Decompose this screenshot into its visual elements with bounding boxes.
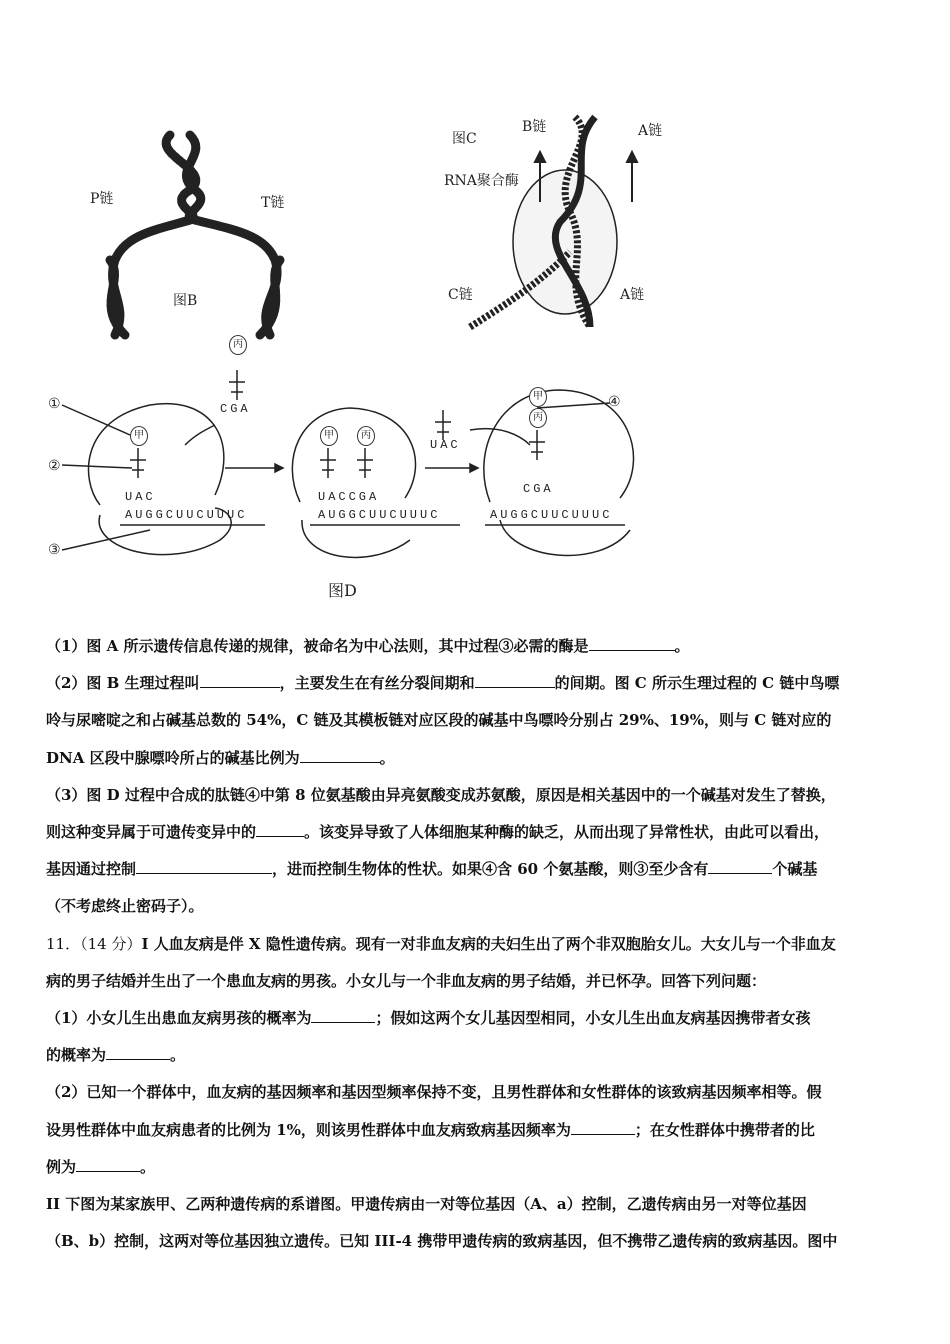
mrna-3: AUGGCUUCUUUC (490, 508, 613, 522)
q11-intro-line1: 11．（14 分）I 人血友病是伴 X 隐性遗传病。现有一对非血友病的夫妇生出了两个非双胞胎女儿。大女儿与一个非血友 (46, 934, 836, 953)
anticodons-2: UACCGA (318, 490, 380, 504)
q11-II-line2: （B、b）控制，这两对等位基因独立遗传。已知 III-4 携带甲遗传病的致病基因，但不携带乙遗传病的致病基因。图中 (46, 1232, 838, 1251)
trna-jia-3: 甲 (529, 387, 547, 407)
figure-c (440, 112, 680, 342)
figure-c-caption: 图C (452, 131, 477, 147)
q10-part3-line3: 基因通过控制 ，进而控制生物体的性状。如果④含 60 个氨基酸，则③至少含有 个碱基 (46, 851, 908, 888)
q11-part1-line2: 的概率为 。 (46, 1037, 908, 1074)
answer-blank[interactable] (136, 857, 272, 874)
trna-bing-2: 丙 (357, 426, 375, 446)
mrna-2: AUGGCUUCUUUC (318, 508, 441, 522)
q11-part2-line1: （2）已知一个群体中，血友病的基因频率和基因型频率保持不变，且男性群体和女性群体的该致病基因频率相等。假 (46, 1083, 822, 1102)
figure-d (40, 330, 660, 610)
answer-blank[interactable] (106, 1043, 170, 1060)
free-anticodon-cga: CGA (220, 402, 251, 416)
q11-part2-line3: 例为 。 (46, 1149, 908, 1186)
answer-blank[interactable] (571, 1118, 635, 1135)
translation-diagram (40, 330, 660, 610)
q10-part3-line4: （不考虑终止密码子）。 (46, 897, 204, 916)
b-chain-label: B链 (522, 119, 547, 135)
figure-b (90, 130, 295, 340)
q11-intro-line2: 病的男子结婚并生出了一个患血友病的男孩。小女儿与一个非血友病的男子结婚，并已怀孕。回答下列问题： (46, 971, 767, 990)
anticodon-cga-3: CGA (523, 482, 554, 496)
rna-polymerase-label: RNA聚合酶 (444, 173, 519, 189)
mrna-1: AUGGCUUCUUUC (125, 508, 248, 522)
answer-blank[interactable] (76, 1155, 140, 1172)
marker-1: ① (48, 396, 61, 412)
figure-b-caption: 图B (173, 293, 198, 309)
answer-blank[interactable] (300, 746, 380, 763)
c-chain-label: C链 (448, 287, 473, 303)
q11-II-line1: II 下图为某家族甲、乙两种遗传病的系谱图。甲遗传病由一对等位基因（A、a）控制，乙遗传病由另一对等位基因 (46, 1195, 807, 1214)
q10-part3-line2: 则这种变异属于可遗传变异中的 。该变异导致了人体细胞某种酶的缺乏，从而出现了异常性状，由此可以看出， (46, 814, 908, 851)
q11-part1-line1: （1）小女儿生出患血友病男孩的概率为 ；假如这两个女儿基因型相同，小女儿生出血友病基因携带者女孩 (46, 1000, 908, 1037)
trna-jia-1: 甲 (130, 426, 148, 446)
answer-blank[interactable] (311, 1006, 375, 1023)
q10-part2-line1: （2）图 B 生理过程叫 ，主要发生在有丝分裂间期和 的间期。图 C 所示生理过程的 C 链中鸟嘌 (46, 665, 908, 702)
marker-4: ④ (608, 394, 621, 410)
question-text (46, 628, 908, 1260)
answer-blank[interactable] (589, 634, 675, 651)
q10-part3-line1: （3）图 D 过程中合成的肽链④中第 8 位氨基酸由异亮氨酸变成苏氨酸，原因是相关基因中的一个碱基对发生了替换， (46, 785, 836, 804)
q10-part2-line3: DNA 区段中腺嘌呤所占的碱基比例为 。 (46, 740, 908, 777)
anticodon-uac-1: UAC (125, 490, 156, 504)
answer-blank[interactable] (708, 857, 772, 874)
trna-jia-2: 甲 (320, 426, 338, 446)
q11-part2-line2: 设男性群体中血友病患者的比例为 1%，则该男性群体中血友病致病基因频率为 ；在女性群体中携带者的比 (46, 1112, 908, 1149)
answer-blank[interactable] (200, 671, 280, 688)
p-chain-label: P链 (90, 191, 114, 207)
q10-part1: （1）图 A 所示遗传信息传递的规律，被命名为中心法则，其中过程③必需的酶是 。 (46, 628, 908, 665)
trna-bing-free-1: 丙 (229, 335, 247, 355)
marker-2: ② (48, 458, 61, 474)
answer-blank[interactable] (256, 820, 304, 837)
trna-bing-3: 丙 (529, 408, 547, 428)
marker-3: ③ (48, 542, 61, 558)
answer-blank[interactable] (475, 671, 555, 688)
a-chain-bottom-label: A链 (620, 287, 645, 303)
a-chain-top-label: A链 (638, 123, 663, 139)
figure-d-caption: 图D (328, 581, 357, 600)
free-anticodon-uac: UAC (430, 438, 461, 452)
t-chain-label: T链 (261, 195, 285, 211)
q10-part2-line2: 呤与尿嘧啶之和占碱基总数的 54%，C 链及其模板链对应区段的碱基中鸟嘌呤分别占 29%、19%，则与 C 链对应的 (46, 711, 832, 730)
question-number: 11．（14 分） (46, 934, 142, 953)
